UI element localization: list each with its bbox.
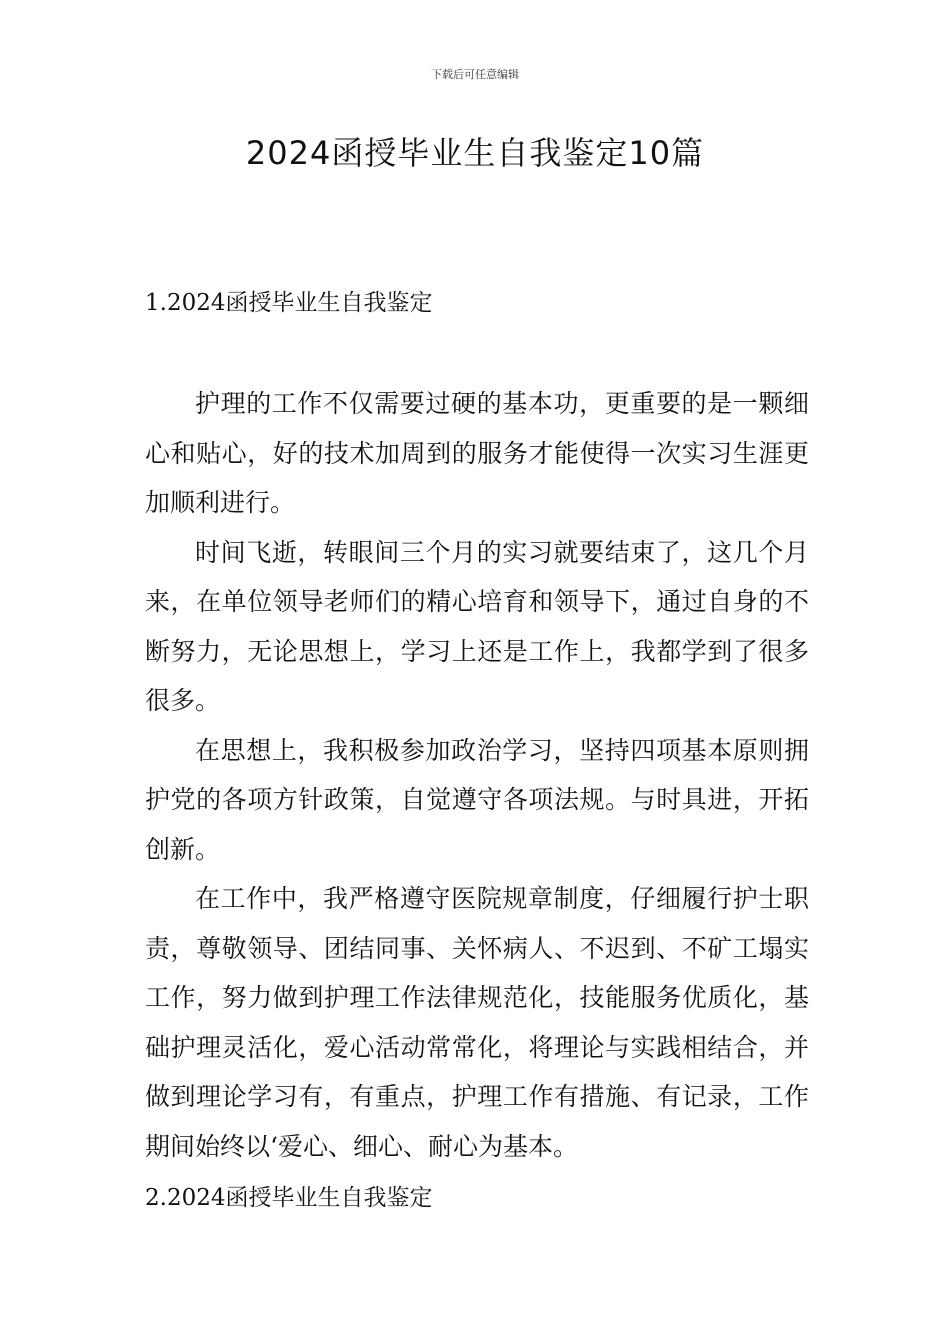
section-heading-1: 1.2024函授毕业生自我鉴定 — [145, 290, 433, 316]
document-title: 2024函授毕业生自我鉴定10篇 — [245, 134, 705, 172]
paragraph: 时间飞逝，转眼间三个月的实习就要结束了，这几个月来，在单位领导老师们的精心培育和领导下，通过自身的不断努力，无论思想上，学习上还是工作上，我都学到了很多很多。 — [145, 537, 809, 715]
paragraph: 护理的工作不仅需要过硬的基本功，更重要的是一颗细心和贴心，好的技术加周到的服务才能使得一次实习生涯更加顺利进行。 — [145, 389, 809, 517]
paragraph: 在工作中，我严格遵守医院规章制度，仔细履行护士职责，尊敬领导、团结同事、关怀病人、不迟到、不矿工塌实工作，努力做到护理工作法律规范化，技能服务优质化，基础护理灵活化，爱心活动常常化，将理论与实践相结合，并做到理论学习有，有重点，护理工作有措施、有记录，工作期间始终以‘爱心、细心、耐心为基本。 — [145, 884, 809, 1161]
section-heading-2: 2.2024函授毕业生自我鉴定 — [145, 1185, 433, 1211]
section-1-body — [145, 379, 809, 1171]
paragraph: 在思想上，我积极参加政治学习，坚持四项基本原则拥护党的各项方针政策，自觉遵守各项法规。与时具进，开拓创新。 — [145, 735, 809, 864]
header-note: 下载后可任意编辑 — [431, 68, 519, 81]
